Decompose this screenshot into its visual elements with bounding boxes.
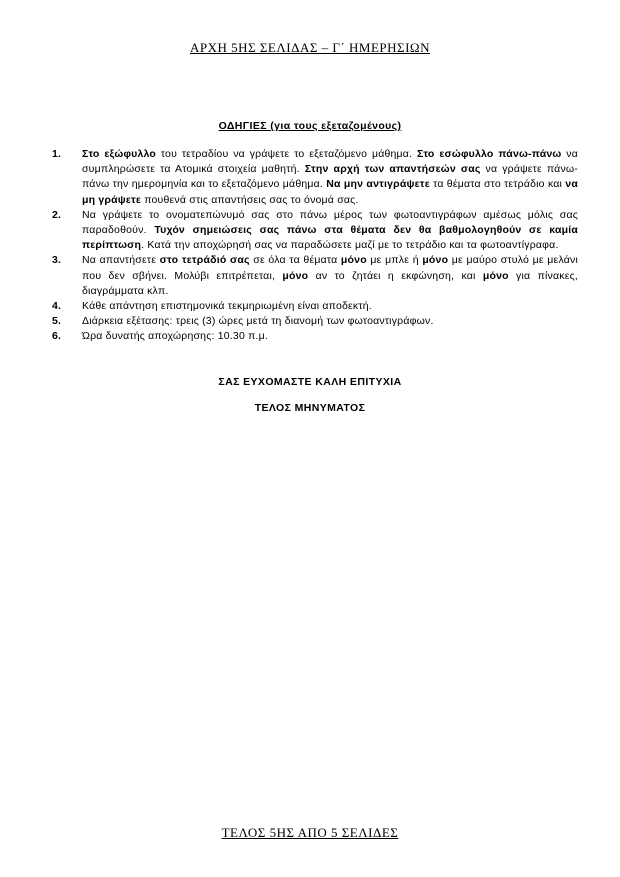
text-segment: στο τετράδιό σας <box>159 254 250 267</box>
item-number: 1. <box>52 148 62 160</box>
end-of-message: ΤΕΛΟΣ ΜΗΝΥΜΑΤΟΣ <box>254 402 366 414</box>
list-item <box>52 299 578 314</box>
list-item <box>52 253 578 299</box>
text-segment: να γράψετε πάνω-πάνω την ημερομηνία και το εξεταζόμενο μάθημα. <box>82 163 578 191</box>
item-text <box>82 147 578 208</box>
item-text <box>82 299 578 314</box>
item-text <box>82 314 578 329</box>
text-segment: Να μην αντιγράψετε <box>326 178 430 191</box>
text-segment: Κάθε απάντηση επιστημονικά τεκμηριωμένη είναι αποδεκτή. <box>82 300 372 313</box>
text-segment: Να γράψετε το ονοματεπώνυμό σας στο πάνω μέρος των φωτοαντιγράφων αμέσως μόλις σας παραδοθούν. <box>82 208 578 237</box>
instructions-title-text: ΟΔΗΓΙΕΣ (για τους εξεταζομένους) <box>218 120 402 132</box>
instructions-list <box>52 147 578 345</box>
list-item <box>52 147 578 208</box>
text-segment: πουθενά στις απαντήσεις σας το όνομά σας. <box>141 193 359 206</box>
page-footer-text: ΤΕΛΟΣ 5ΗΣ ΑΠΟ 5 ΣΕΛΙΔΕΣ <box>221 825 399 840</box>
instructions-title <box>0 120 620 132</box>
item-number: 2. <box>52 208 62 221</box>
page-header-text: ΑΡΧΗ 5ΗΣ ΣΕΛΙΔΑΣ – Γ΄ ΗΜΕΡΗΣΙΩΝ <box>190 40 430 55</box>
text-segment: μόνο <box>482 269 509 282</box>
text-segment: αν το ζητάει η εκφώνηση, και <box>308 269 483 282</box>
text-segment: για πίνακες, διαγράμματα κλπ. <box>82 269 578 297</box>
text-segment: μόνο <box>340 254 367 267</box>
text-segment: Στην αρχή των απαντήσεών σας <box>304 163 481 176</box>
text-segment: του τετραδίου να γράψετε το εξεταζόμενο μάθημα. <box>156 148 417 160</box>
text-segment: Τυχόν σημειώσεις σας πάνω στα θέματα δεν θα βαθμολογηθούν σε καμία περίπτωση <box>82 224 578 252</box>
text-segment: με μπλε ή <box>366 254 423 267</box>
item-number: 6. <box>52 330 62 343</box>
item-number: 3. <box>52 254 62 267</box>
text-segment: Διάρκεια εξέτασης: τρεις (3) ώρες μετά τη διανομή των φωτοαντιγράφων. <box>82 315 434 328</box>
item-number: 5. <box>52 315 62 328</box>
text-segment: Στο εξώφυλλο <box>82 148 157 160</box>
text-segment: να μη γράψετε <box>82 178 578 206</box>
item-text <box>82 253 578 299</box>
item-number: 4. <box>52 300 62 313</box>
text-segment: να συμπληρώσετε τα Ατομικά στοιχεία μαθητή. <box>82 148 578 176</box>
item-text <box>82 329 578 344</box>
text-segment: Στο εσώφυλλο πάνω-πάνω <box>417 148 562 160</box>
text-segment: μόνο <box>282 269 309 282</box>
text-segment: σε όλα τα θέματα <box>249 254 341 267</box>
text-segment: . Κατά την αποχώρησή σας να παραδώσετε μαζί με το τετράδιο και τα φωτοαντίγραφα. <box>141 239 559 252</box>
list-item <box>52 314 578 329</box>
text-segment: Ώρα δυνατής αποχώρησης: 10.30 π.μ. <box>82 330 269 343</box>
good-luck-message: ΣΑΣ ΕΥΧΟΜΑΣΤΕ ΚΑΛΗ ΕΠΙΤΥΧΙΑ <box>218 376 402 388</box>
text-segment: τα θέματα στο τετράδιο και <box>429 178 566 191</box>
list-item <box>52 208 578 254</box>
text-segment: Να απαντήσετε <box>82 254 160 267</box>
text-segment: με μαύρο στυλό με μελάνι που δεν σβήνει. Μολύβι επιτρέπεται, <box>82 254 578 282</box>
page-footer <box>0 825 620 841</box>
item-text <box>82 208 578 254</box>
list-item <box>52 329 578 344</box>
page-header <box>0 40 620 56</box>
text-segment: μόνο <box>422 254 449 267</box>
